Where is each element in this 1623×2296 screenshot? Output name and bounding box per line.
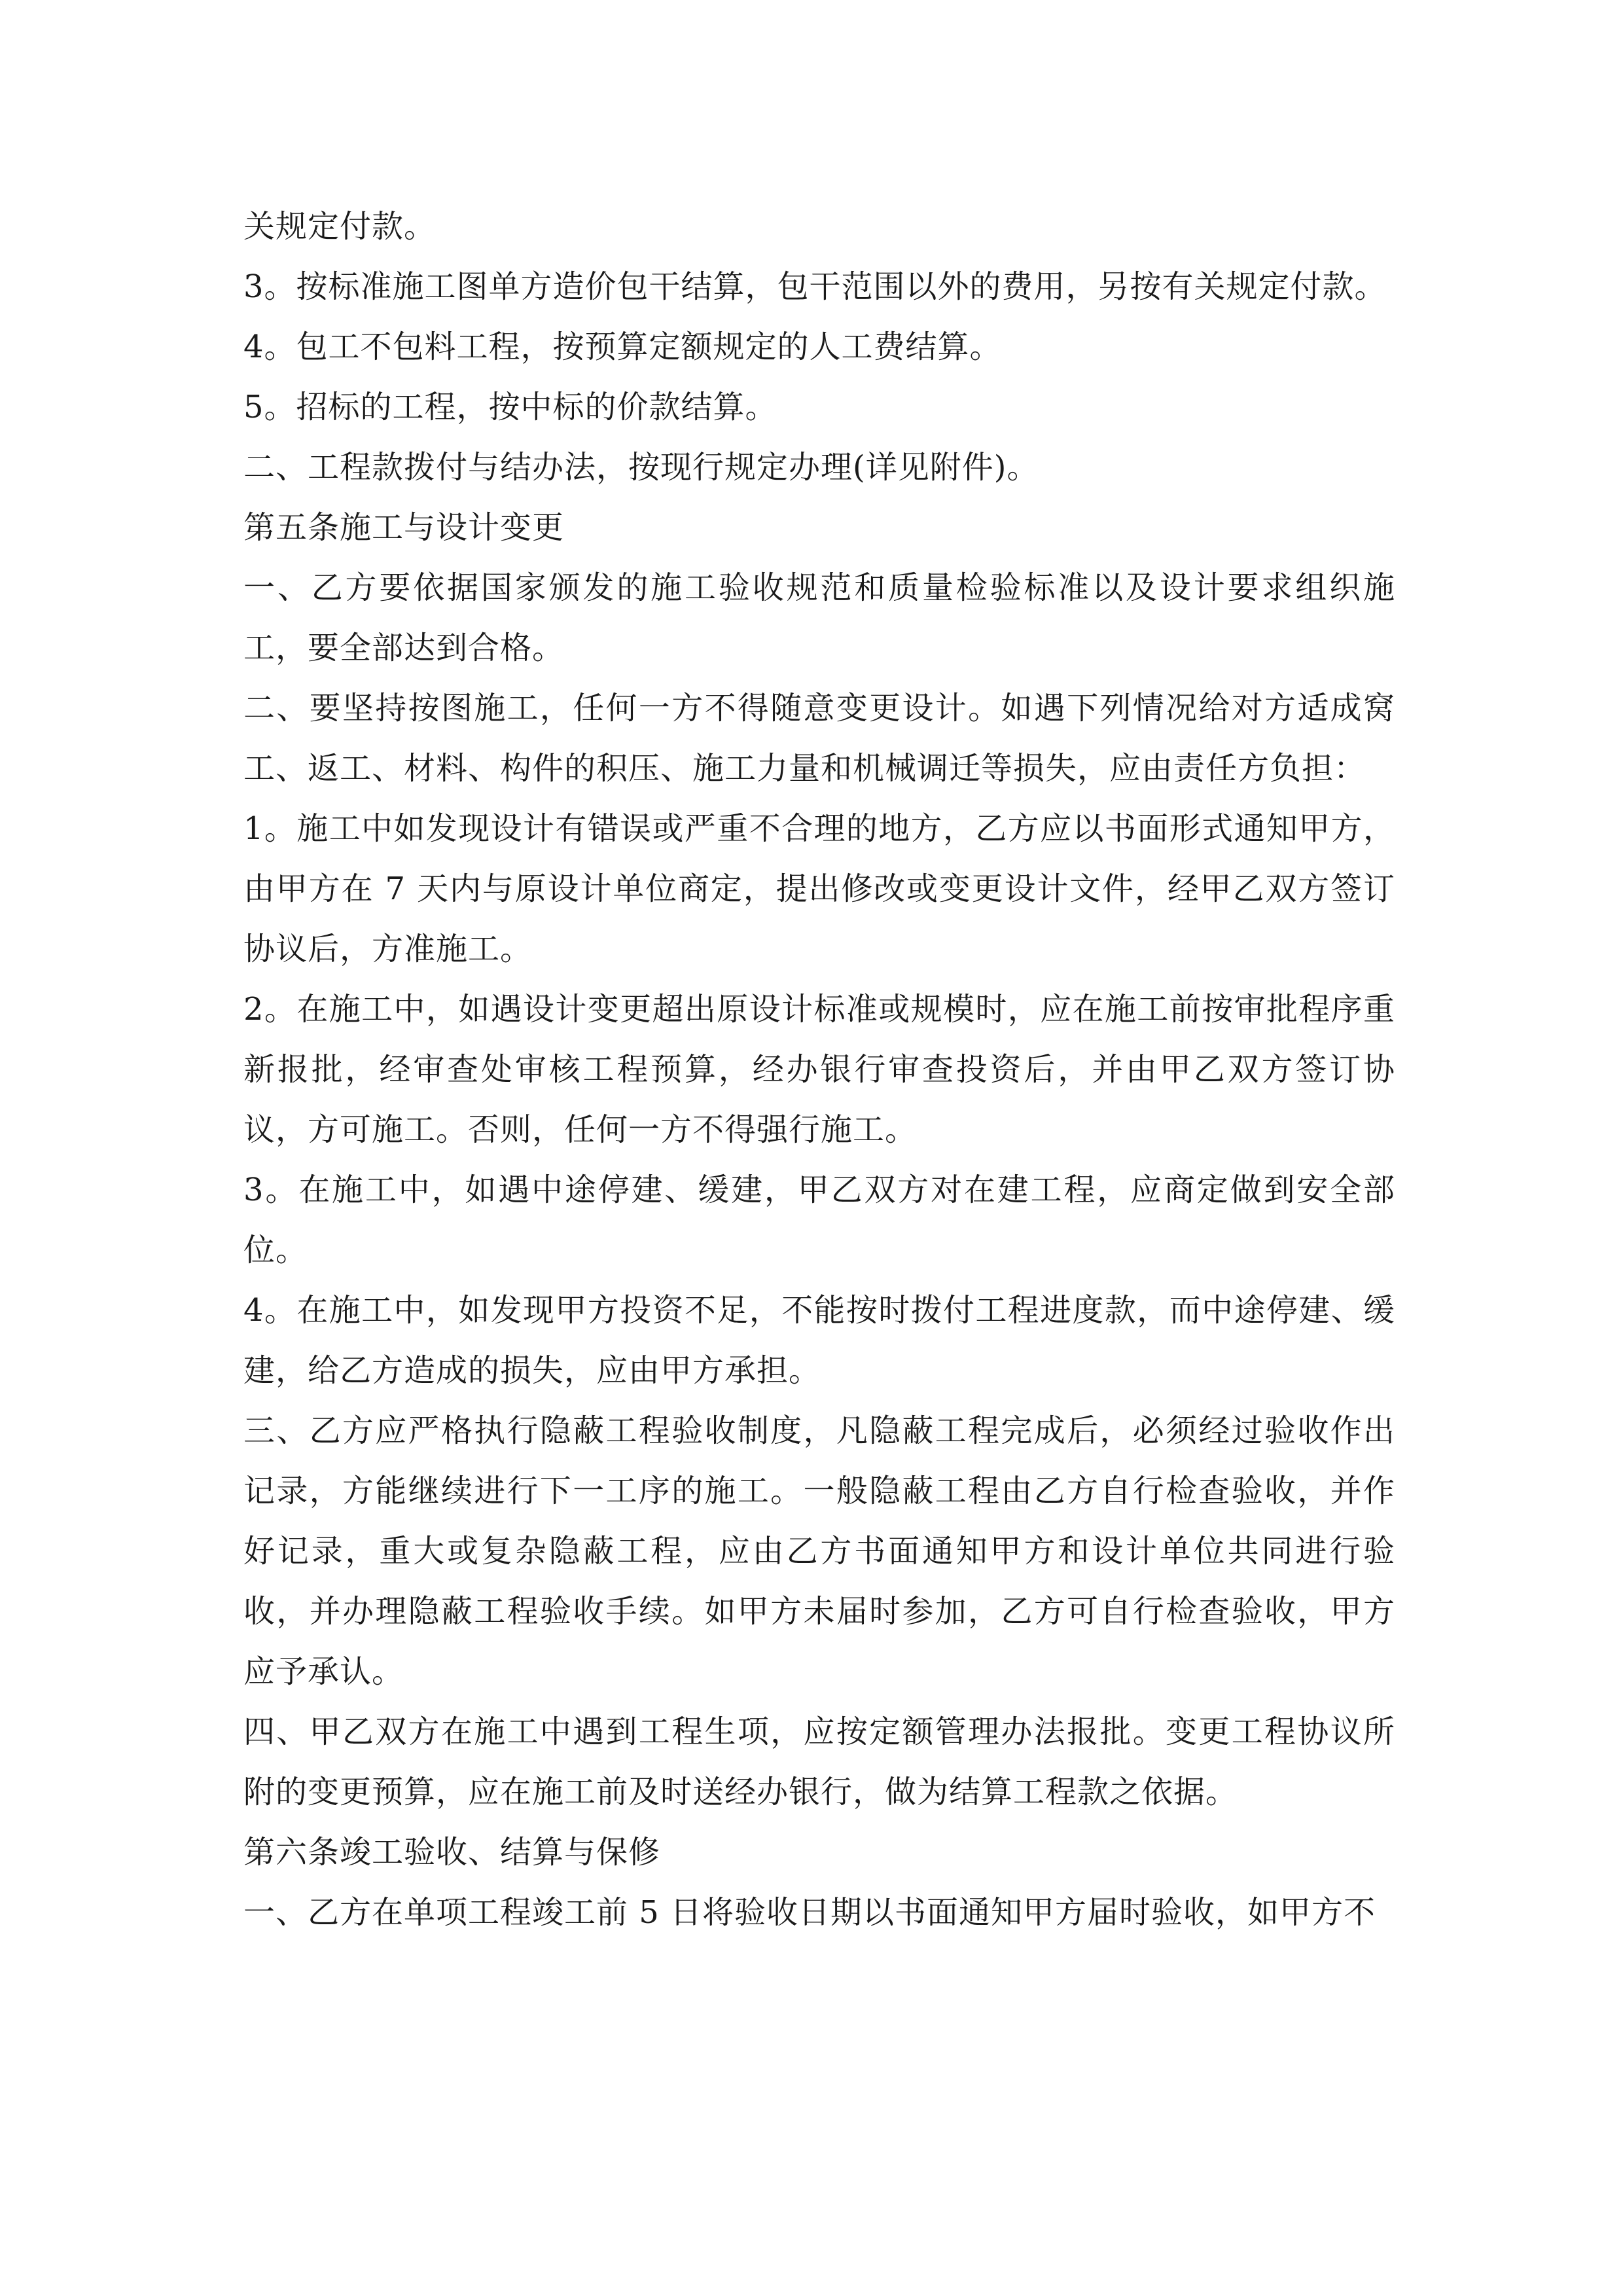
document-body — [243, 196, 1395, 1943]
paragraph: 2。在施工中，如遇设计变更超出原设计标准或规模时，应在施工前按审批程序重新报批，经审查处审核工程预算，经办银行审查投资后，并由甲乙双方签订协议，方可施工。否则，任何一方不得强行施工。 — [243, 991, 1395, 1148]
section-heading: 第五条施工与设计变更 — [243, 509, 565, 546]
paragraph: 一、乙方在单项工程竣工前 5 日将验收日期以书面通知甲方届时验收，如甲方不 — [243, 1894, 1376, 1931]
paragraph: 一、乙方要依据国家颁发的施工验收规范和质量检验标准以及设计要求组织施工，要全部达到合格。 — [243, 569, 1395, 666]
paragraph: 二、要坚持按图施工，任何一方不得随意变更设计。如遇下列情况给对方适成窝工、返工、材料、构件的积压、施工力量和机械调迁等损失，应由责任方负担： — [243, 690, 1395, 787]
section-heading: 第六条竣工验收、结算与保修 — [243, 1834, 661, 1871]
paragraph: 四、甲乙双方在施工中遇到工程生项，应按定额管理办法报批。变更工程协议所附的变更预算，应在施工前及时送经办银行，做为结算工程款之依据。 — [243, 1713, 1395, 1810]
paragraph: 三、乙方应严格执行隐蔽工程验收制度，凡隐蔽工程完成后，必须经过验收作出记录，方能继续进行下一工序的施工。一般隐蔽工程由乙方自行检查验收，并作好记录，重大或复杂隐蔽工程，应由乙方书面通知甲方和设计单位共同进行验收，并办理隐蔽工程验收手续。如甲方未届时参加，乙方可自行检查验收，甲方应予承认。 — [243, 1412, 1395, 1690]
paragraph: 4。在施工中，如发现甲方投资不足，不能按时拨付工程进度款，而中途停建、缓建，给乙方造成的损失，应由甲方承担。 — [243, 1292, 1395, 1389]
paragraph: 1。施工中如发现设计有错误或严重不合理的地方，乙方应以书面形式通知甲方，由甲方在 7 天内与原设计单位商定，提出修改或变更设计文件，经甲乙双方签订协议后，方准施工。 — [243, 810, 1395, 967]
paragraph: 关规定付款。 — [243, 208, 437, 245]
paragraph: 3。在施工中，如遇中途停建、缓建，甲乙双方对在建工程，应商定做到安全部位。 — [243, 1172, 1395, 1268]
paragraph: 3。按标准施工图单方造价包干结算，包干范围以外的费用，另按有关规定付款。 — [243, 268, 1387, 305]
paragraph: 5。招标的工程，按中标的价款结算。 — [243, 389, 777, 425]
paragraph: 二、工程款拨付与结办法，按现行规定办理(详见附件)。 — [243, 449, 1039, 486]
paragraph: 4。包工不包料工程，按预算定额规定的人工费结算。 — [243, 329, 1002, 365]
